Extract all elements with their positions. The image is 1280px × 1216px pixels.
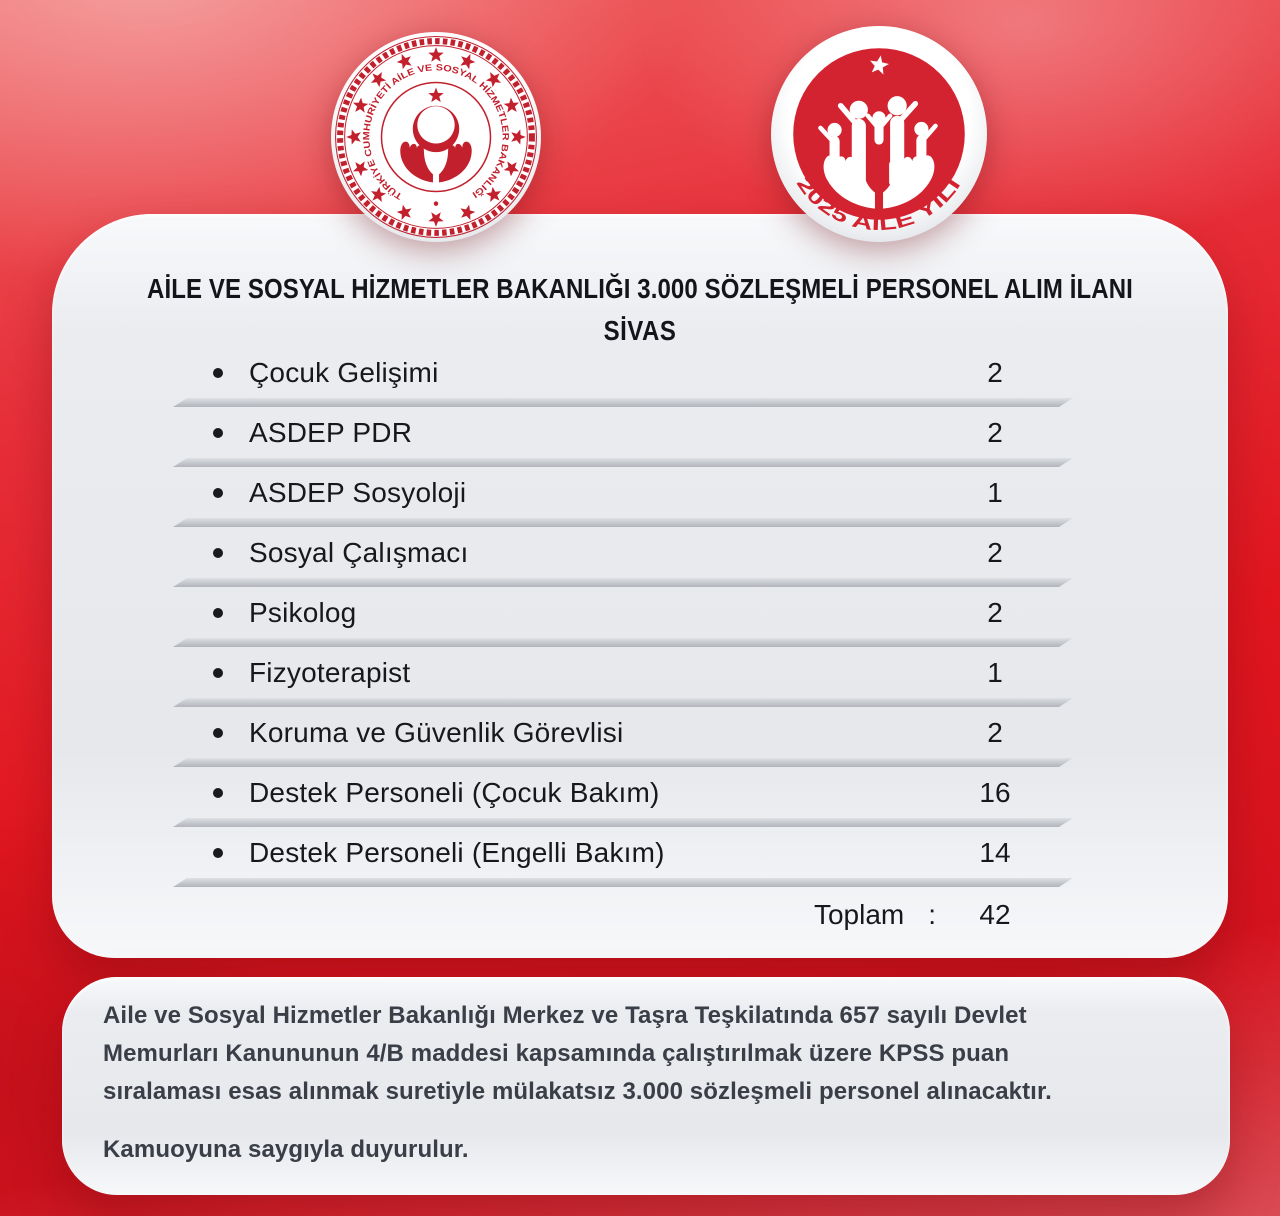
announcement-card <box>52 214 1228 958</box>
position-count: 2 <box>987 536 1003 568</box>
province-subtitle: SİVAS <box>603 316 677 347</box>
bullet-icon <box>213 428 223 438</box>
ministry-logo <box>330 31 542 243</box>
position-label: Destek Personeli (Engelli Bakım) <box>249 836 665 868</box>
footer-paragraph-line: Aile ve Sosyal Hizmetler Bakanlığı Merkez ve Taşra Teşkilatında 657 sayılı Devlet <box>103 1002 1027 1029</box>
footer-paragraph-line: Memurları Kanununun 4/B maddesi kapsamında çalıştırılmak üzere KPSS puan <box>103 1040 1010 1067</box>
row-divider <box>173 818 1073 827</box>
position-row <box>173 347 1073 398</box>
position-row <box>173 407 1073 458</box>
position-label: Fizyoterapist <box>249 656 411 688</box>
position-row <box>173 527 1073 578</box>
position-count: 2 <box>987 716 1003 748</box>
position-count: 2 <box>987 356 1003 388</box>
position-label: Destek Personeli (Çocuk Bakım) <box>249 776 660 808</box>
row-divider <box>173 518 1073 527</box>
ministry-arc-text: TÜRKİYE CUMHURİYETİ AİLE VE SOSYAL HİZMETLER BAKANLIĞI <box>361 62 511 202</box>
row-divider <box>173 758 1073 767</box>
footer-paragraph <box>103 997 1194 1169</box>
total-row <box>173 887 1073 943</box>
position-count: 2 <box>987 596 1003 628</box>
row-divider <box>173 638 1073 647</box>
position-row <box>173 647 1073 698</box>
footer-card <box>62 977 1230 1195</box>
year-arc-text: 2025 AİLE YILI <box>791 173 964 236</box>
row-divider <box>173 578 1073 587</box>
position-row <box>173 707 1073 758</box>
position-label: ASDEP Sosyoloji <box>249 476 467 508</box>
row-divider <box>173 878 1073 887</box>
total-label: Toplam <box>813 899 905 930</box>
position-row <box>173 827 1073 878</box>
row-divider <box>173 458 1073 467</box>
position-count: 16 <box>979 776 1011 808</box>
position-row <box>173 767 1073 818</box>
row-divider <box>173 698 1073 707</box>
total-value: 42 <box>979 899 1011 930</box>
positions-table <box>173 347 1073 943</box>
footer-closing: Kamuoyuna saygıyla duyurulur. <box>103 1136 469 1163</box>
bullet-icon <box>213 488 223 498</box>
position-label: Çocuk Gelişimi <box>249 356 439 388</box>
bullet-icon <box>213 548 223 558</box>
position-count: 2 <box>987 416 1003 448</box>
position-row <box>173 467 1073 518</box>
position-label: Psikolog <box>249 596 357 628</box>
row-divider <box>173 398 1073 407</box>
position-label: Sosyal Çalışmacı <box>249 536 469 568</box>
footer-paragraph-line: sıralaması esas alınmak suretiyle mülakatsız 3.000 sözleşmeli personel alınacaktır. <box>103 1078 1052 1105</box>
announcement-title: AİLE VE SOSYAL HİZMETLER BAKANLIĞI 3.000 SÖZLEŞMELİ PERSONEL ALIM İLANI <box>147 274 1133 305</box>
family-year-logo <box>770 25 988 243</box>
bullet-icon <box>213 368 223 378</box>
position-count: 14 <box>979 836 1011 868</box>
bullet-icon <box>213 848 223 858</box>
position-label: Koruma ve Güvenlik Görevlisi <box>249 716 624 748</box>
bullet-icon <box>213 788 223 798</box>
arc-separator-dot <box>434 201 438 205</box>
position-count: 1 <box>987 656 1003 688</box>
bullet-icon <box>213 608 223 618</box>
bullet-icon <box>213 668 223 678</box>
bullet-icon <box>213 728 223 738</box>
position-count: 1 <box>987 476 1003 508</box>
position-label: ASDEP PDR <box>249 416 413 448</box>
position-row <box>173 587 1073 638</box>
total-colon: : <box>928 899 936 930</box>
